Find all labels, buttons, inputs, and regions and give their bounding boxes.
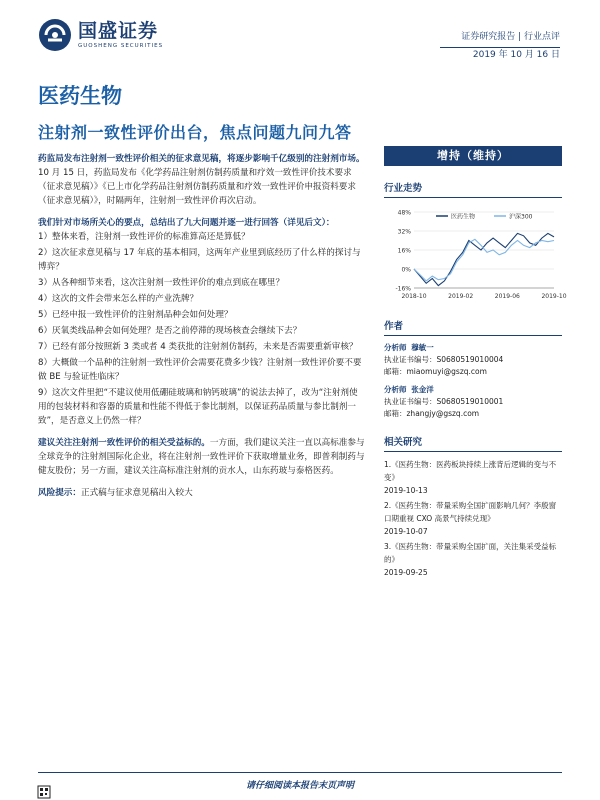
question-item: 2）这次征求意见稿与 17 年底的基本相同，这两年产业里到底经历了什么样的探讨与博弈？ xyxy=(38,248,361,272)
y-tick-label: 16% xyxy=(397,247,411,255)
y-tick-label: 32% xyxy=(397,228,411,236)
company-logo xyxy=(38,18,163,52)
question-item: 3）从各种细节来看，这次注射剂一致性评价的难点到底在哪里？ xyxy=(38,278,285,288)
related-item[interactable] xyxy=(384,499,562,538)
risk-paragraph xyxy=(38,486,366,500)
question-item: 1）整体来看，注射剂一致性评价的标准算高还是算低？ xyxy=(38,232,250,242)
question-item: 9）这次文件里把“不建议使用低硼硅玻璃和钠钙玻璃”的说法去掉了，改为“注射剂使用的包装材料和容器的质量和性能不得低于参比制剂，以保证药品质量与参比制剂一致”，是否意义上仍然一样？ xyxy=(38,388,358,426)
authors-section-title: 作者 xyxy=(384,318,562,336)
report-type: 证券研究报告 | 行业点评 xyxy=(461,32,560,42)
analyst-name: 张金洋 xyxy=(411,385,434,394)
question-item: 6）厌氧类线品种会如何处理？是否之前停滞的现场核查会继续下去？ xyxy=(38,326,302,336)
main-content xyxy=(38,152,366,508)
related-date: 2019-09-25 xyxy=(384,568,428,577)
intro-lead: 药监局发布注射剂一致性评价相关的征求意见稿，将逐步影响千亿级别的注射剂市场。 xyxy=(38,154,365,164)
question-item: 4）这次的文件会带来怎么样的产业洗牌？ xyxy=(38,294,199,304)
analyst-role: 分析师 xyxy=(384,343,407,352)
logo-name-en: GUOSHENG SECURITIES xyxy=(78,43,164,49)
analyst-card xyxy=(384,384,562,420)
analyst-email[interactable]: 邮箱：zhangjy@gszq.com xyxy=(384,409,480,418)
intro-paragraph xyxy=(38,152,366,208)
related-title[interactable]: 3.《医药生物：带量采购全国扩面，关注集采受益标的》 xyxy=(384,542,557,564)
analyst-card xyxy=(384,342,562,378)
header-divider xyxy=(440,47,560,48)
recommend-body: 一方面，我们建议关注一直以高标准参与全球竞争的注射剂国际化企业，将在注射剂一致性评价下获取增量业务，即普利制药与健友股份；另一方面，建议关注高标准注射剂的贡水人，山东药玻与泰格医药。 xyxy=(38,438,365,476)
footer-disclaimer: 请仔细阅读本报告末页声明 xyxy=(245,781,354,791)
questions-block xyxy=(38,216,366,428)
y-tick-label: 0% xyxy=(401,266,411,274)
x-tick-label: 2018-10 xyxy=(401,293,427,300)
sidebar xyxy=(384,146,567,581)
question-item: 7）已经有部分按照新 3 类或者 4 类获批的注射剂仿制药，未来是否需要重新审核？ xyxy=(38,342,358,352)
related-title[interactable]: 2.《医药生物：带量采购全国扩面影响几何？李殷窗口期重视 CXO 高景气持续兑现》 xyxy=(384,501,557,523)
related-list xyxy=(384,458,562,579)
y-tick-label: 48% xyxy=(397,209,411,217)
question-item: 5）已经申报一致性评价的注射剂品种会如何处理？ xyxy=(38,310,233,320)
industry-name: 医药生物 xyxy=(38,83,122,108)
trend-chart xyxy=(384,204,567,304)
question-item: 8）大概做一个品种的注射剂一致性评价会需要花费多少钱？注射剂一致性评价要不要做 BE 与验证性临床？ xyxy=(38,358,362,382)
analyst-role: 分析师 xyxy=(384,385,407,394)
footer-divider xyxy=(38,772,562,773)
recommend-lead: 建议关注注射剂一致性评价的相关受益标的。 xyxy=(38,438,210,448)
risk-text: 正式稿与征求意见稿出入较大 xyxy=(80,488,193,498)
x-tick-label: 2019-02 xyxy=(448,293,474,300)
series-line xyxy=(414,239,554,281)
related-title[interactable]: 1.《医药生物：医药板块持续上涨背后逻辑的变与不变》 xyxy=(384,460,557,482)
report-title: 注射剂一致性评价出台，焦点问题九问九答 xyxy=(38,123,352,142)
analyst-name: 穆敏一 xyxy=(411,343,434,352)
legend-label: 沪深300 xyxy=(509,213,533,221)
questions-intro: 我们针对市场所关心的要点，总结出了九大问题并逐一进行回答（详见后文）： xyxy=(38,218,335,228)
related-date: 2019-10-07 xyxy=(384,527,428,536)
analyst-cert: 执业证书编号：S0680519010001 xyxy=(384,397,504,406)
risk-label: 风险提示： xyxy=(38,488,81,498)
related-date: 2019-10-13 xyxy=(384,486,428,495)
legend-label: 医药生物 xyxy=(451,213,476,221)
intro-body: 10 月 15 日，药监局发布《化学药品注射剂仿制药质量和疗效一致性评价技术要求（征求意见稿）》《已上市化学药品注射剂仿制药质量和疗效一致性评价申报资料要求（征求意见稿）》，时隔两年，注射剂一致性评价再次启动。 xyxy=(38,168,356,206)
related-section-title: 相关研究 xyxy=(384,434,562,452)
trend-section-title: 行业走势 xyxy=(384,180,562,198)
analyst-email[interactable]: 邮箱：miaomuyi@gszq.com xyxy=(384,367,487,376)
recommend-paragraph xyxy=(38,436,366,478)
logo-mark-icon xyxy=(38,18,72,52)
x-tick-label: 2019-06 xyxy=(494,293,520,300)
trend-chart-svg xyxy=(384,204,567,304)
related-item[interactable] xyxy=(384,458,562,497)
logo-name-cn: 国盛证券 xyxy=(78,20,159,42)
report-date: 2019 年 10 月 16 日 xyxy=(472,50,560,60)
analyst-cert: 执业证书编号：S0680519010004 xyxy=(384,355,504,364)
related-item[interactable] xyxy=(384,540,562,579)
y-tick-label: -16% xyxy=(395,285,411,293)
rating-badge: 增持（维持） xyxy=(384,146,562,166)
page-header xyxy=(0,0,600,75)
x-tick-label: 2019-10 xyxy=(541,293,567,300)
